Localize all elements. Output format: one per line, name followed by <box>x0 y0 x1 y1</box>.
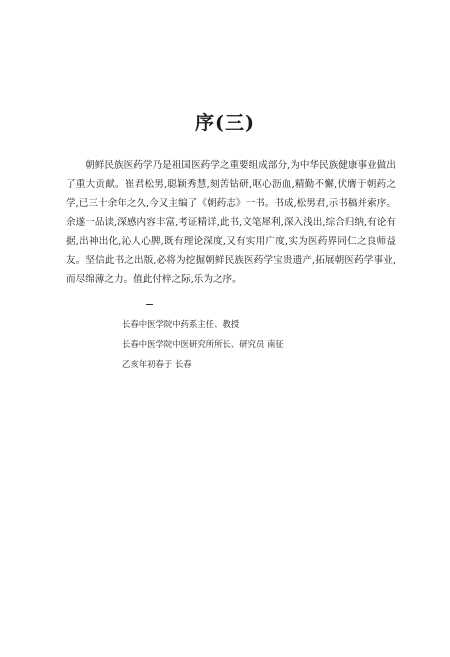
signature-affiliation-1: 长春中医学院中药系主任、教授 <box>122 319 240 329</box>
margin-mark <box>146 304 153 305</box>
page-title: 序(三) <box>195 112 255 134</box>
signature-affiliation-2: 长春中医学院中医研究所所长、研究员 南征 <box>122 339 284 349</box>
preface-body: 朝鲜民族医药学乃是祖国医药学之重要组成部分,为中华民族健康事业做出了重大贡献。崔君松男,聪颖秀慧,刻苦钻研,呕心沥血,精勤不懈,伏膺于朝药之学,已三十余年之久,今又主编了《朝药志》一书。书成,松男君,示书稿并索序。余遂一品读,深感内容丰富,考证精详,此书,文笔犀利,深入浅出,综合归纳,有论有据,出神出化,沁人心脾,既有理论深度,又有实用广度,实为医药界同仁之良师益友。坚信此书之出版,必将为挖掘朝鲜民族医药学宝贵遗产,拓展朝医药学事业,而尽绵薄之力。值此付梓之际,乐为之序。 <box>66 160 396 285</box>
signature-date-place: 乙亥年初春于 长春 <box>122 359 192 369</box>
